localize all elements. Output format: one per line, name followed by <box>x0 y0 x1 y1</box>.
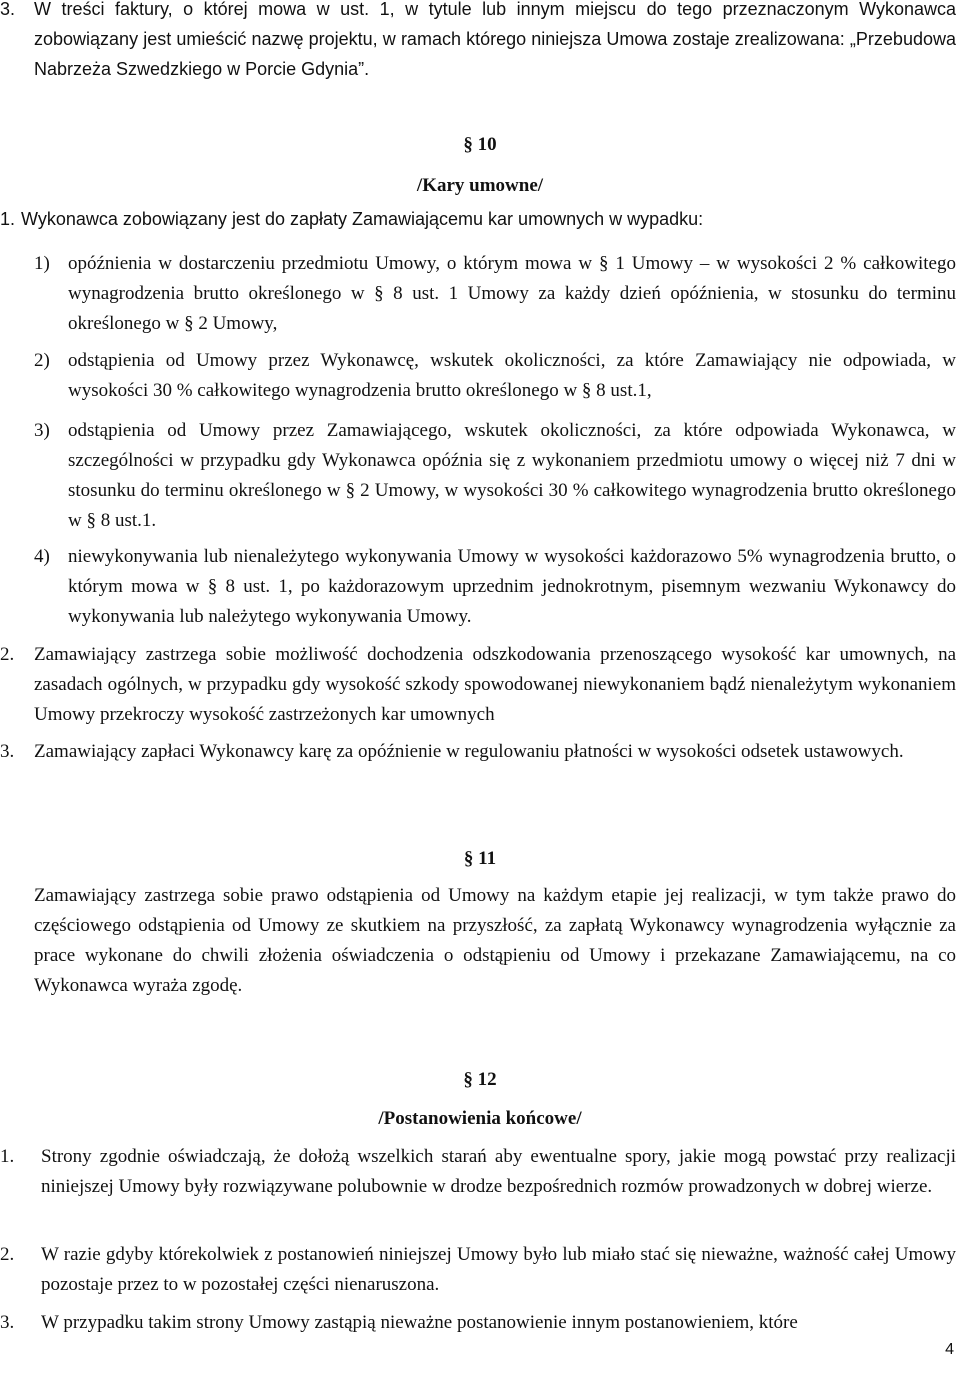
list-number: 3. <box>0 0 16 19</box>
section-number: § 11 <box>463 848 497 869</box>
list-number: 1. <box>0 209 16 229</box>
paragraph: W treści faktury, o której mowa w ust. 1, w tytule lub innym miejscu do tego przeznaczonym Wykonawca zobowiązany jest umieścić nazwę projektu, w ramach którego niniejsza Umowa zostaje zrealizowana: „Przebudowa Nabrzeża Szwedzkiego w Porcie Gdynia”. <box>34 0 956 79</box>
list-number: 4) <box>34 546 50 567</box>
paragraph: Zamawiający zapłaci Wykonawcy karę za opóźnienie w regulowaniu płatności w wysokości odsetek ustawowych. <box>34 741 904 762</box>
list-number: 1. <box>0 1146 15 1167</box>
paragraph: Wykonawca zobowiązany jest do zapłaty Zamawiającemu kar umownych w wypadku: <box>21 209 704 229</box>
paragraph: Zamawiający zastrzega sobie prawo odstąpienia od Umowy na każdym etapie jej realizacji, w tym także prawo do częściowego odstąpienia od Umowy ze skutkiem na przyszłość, za zapłatą Wykonawcy wynagrodzenia wyłącznie za prace wykonane do chwili złożenia oświadczenia o odstąpieniu od Umowy i przekazane Zamawiającemu, na co Wykonawca wyraża zgodę. <box>34 885 956 996</box>
list-number: 2. <box>0 644 15 665</box>
section-title: /Kary umowne/ <box>416 175 544 196</box>
paragraph: opóźnienia w dostarczeniu przedmiotu Umowy, o którym mowa w § 1 Umowy – w wysokości 2 % całkowitego wynagrodzenia brutto określonego w § 8 ust. 1 Umowy za każdy dzień opóźnienia, w stosunku do terminu określonego w § 2 Umowy, <box>68 253 956 334</box>
list-number: 3. <box>0 1312 15 1333</box>
paragraph: niewykonywania lub nienależytego wykonywania Umowy w wysokości każdorazowo 5% wynagrodzenia brutto, o którym mowa w § 8 ust. 1, po każdorazowym uprzednim jednokrotnym, pisemnym wezwaniu Wykonawcy do wykonywania lub należytego wykonywania Umowy. <box>68 546 956 627</box>
paragraph: W razie gdyby którekolwiek z postanowień niniejszej Umowy było lub miało stać się nieważne, ważność całej Umowy pozostaje przez to w pozostałej części nienaruszona. <box>41 1244 956 1295</box>
section-title: /Postanowienia końcowe/ <box>378 1108 582 1129</box>
page-number: 4 <box>945 1341 954 1358</box>
list-number: 3) <box>34 420 50 441</box>
list-number: 1) <box>34 253 50 274</box>
paragraph: odstąpienia od Umowy przez Zamawiającego, wskutek okoliczności, za które odpowiada Wykonawca, w szczególności w przypadku gdy Wykonawca opóźnia się z wykonaniem przedmiotu umowy o więcej niż 7 dni w stosunku do terminu określonego w § 2 Umowy, w wysokości 30 % całkowitego wynagrodzenia brutto określonego w § 8 ust.1. <box>68 420 956 531</box>
list-number: 2) <box>34 350 50 371</box>
paragraph: Zamawiający zastrzega sobie możliwość dochodzenia odszkodowania przenoszącego wysokość kar umownych, na zasadach ogólnych, w przypadku gdy wysokość szkody spowodowanej niewykonaniem bądź nienależytym wykonaniem Umowy przekroczy wysokość zastrzeżonych kar umownych <box>34 644 956 725</box>
list-number: 2. <box>0 1244 15 1265</box>
paragraph: odstąpienia od Umowy przez Wykonawcę, wskutek okoliczności, za które Zamawiający nie odpowiada, w wysokości 30 % całkowitego wynagrodzenia brutto określonego w § 8 ust.1, <box>68 350 956 401</box>
section-number: § 12 <box>463 1069 497 1090</box>
paragraph: W przypadku takim strony Umowy zastąpią nieważne postanowienie innym postanowieniem, które <box>41 1312 798 1333</box>
list-number: 3. <box>0 741 15 762</box>
section-number: § 10 <box>463 134 497 155</box>
paragraph: Strony zgodnie oświadczają, że dołożą wszelkich starań aby ewentualne spory, jakie mogą powstać przy realizacji niniejszej Umowy były rozwiązywane polubownie w drodze bezpośrednich rozmów prowadzonych w dobrej wierze. <box>41 1146 956 1197</box>
